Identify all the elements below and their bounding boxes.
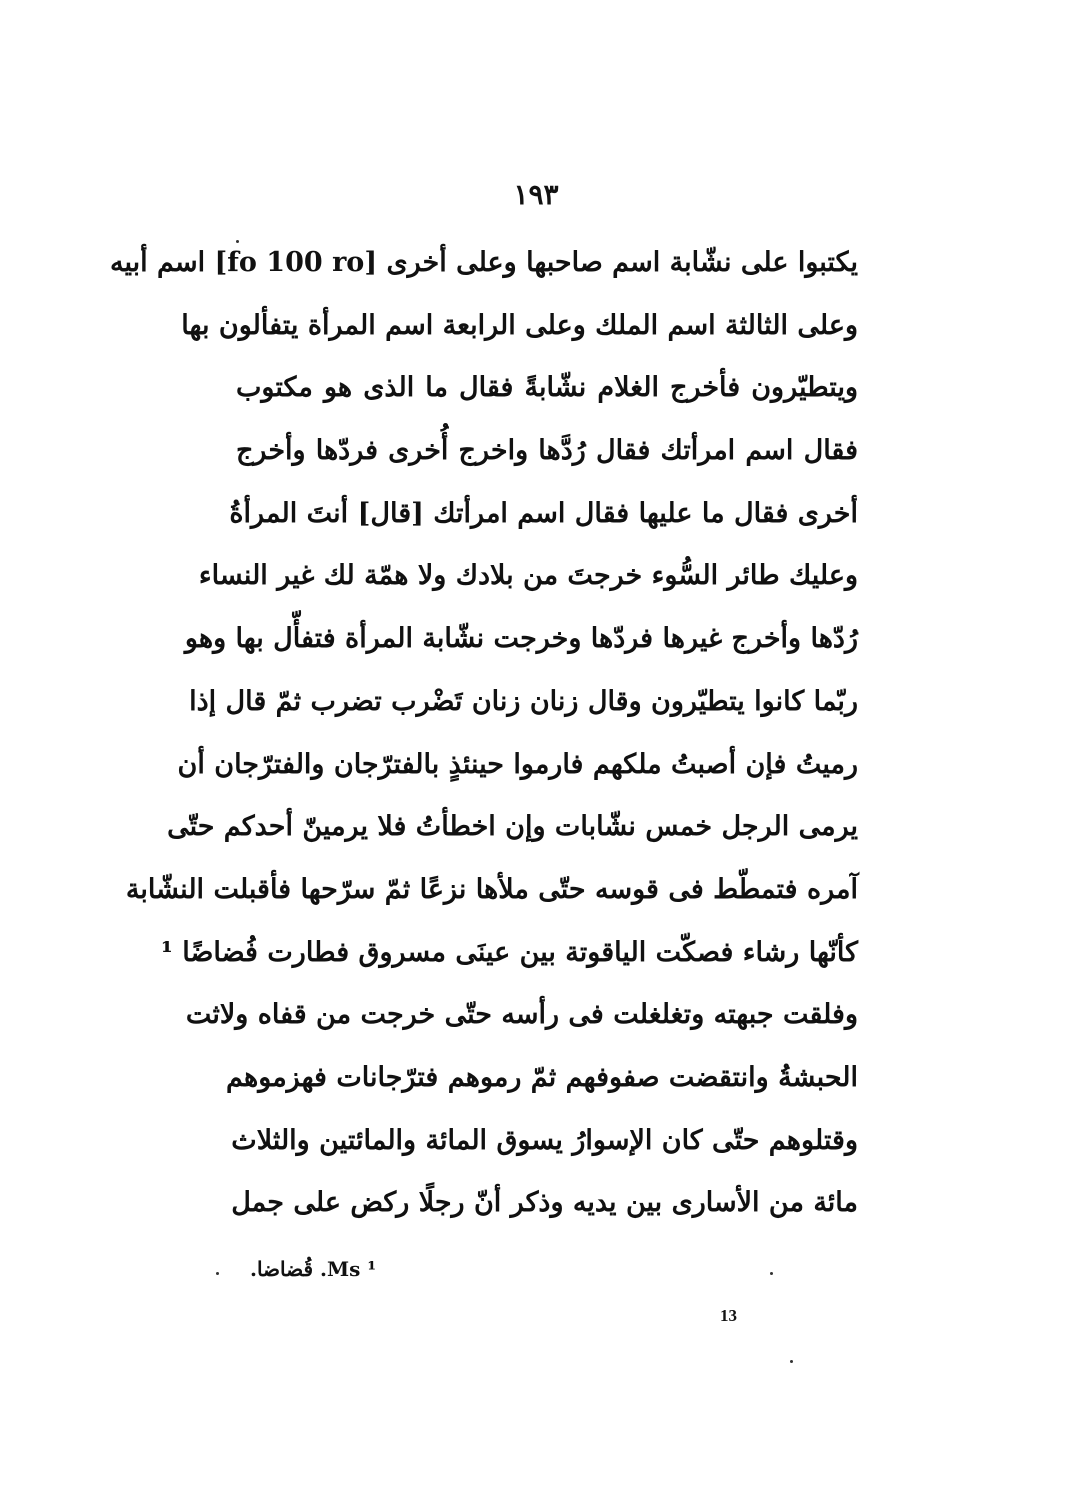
text-line: يرمى الرجل خمس نشّابات وإن اخطأتُ فلا يرمينّ أحدكم حتّى: [167, 811, 858, 843]
text-line: يكتبوا على نشّابة اسم صاحبها وعلى أخرى [fo 100 ro] اسم أبيه: [109, 247, 858, 278]
page-number-arabic: ١٩٣: [513, 178, 559, 211]
text-line: الحبشةُ وانتقضت صفوفهم ثمّ رموهم فترّجانات فهزموهم: [226, 1061, 858, 1093]
page-number-latin: 13: [720, 1306, 737, 1325]
footnote: ¹ Ms. قُضاضا.: [250, 1257, 377, 1281]
text-line: آمره فتمطّط فى قوسه حتّى ملأها نزعًا ثمّ سرّحها فأقبلت النشّابة: [125, 873, 858, 905]
text-line: مائة من الأسارى بين يديه وذكر أنّ رجلًا ركض على جمل: [231, 1187, 858, 1219]
text-line: فقال اسم امرأتك فقال رُدَّها واخرج أُخرى فردّها وأخرج: [236, 435, 858, 467]
text-line: ويتطيّرون فأخرج الغلام نشّابةً فقال ما الذى هو مكتوب: [236, 372, 858, 404]
text-line: رميتُ فإن أصبتُ ملكهم فارموا حينئذٍ بالفترّجان والفترّجان أن: [177, 748, 858, 780]
scan-speck: [236, 240, 239, 243]
scan-speck: [216, 1272, 219, 1275]
text-line: وعلى الثالثة اسم الملك وعلى الرابعة اسم المرأة يتفألون بها: [181, 309, 858, 341]
text-line: وفلقت جبهته وتغلغلت فى رأسه حتّى خرجت من قفاه ولاثت: [185, 999, 858, 1031]
text-line: وقتلوهم حتّى كان الإسوارُ يسوق المائة والمائتين والثلاث: [231, 1124, 858, 1156]
arabic-text-block: [109, 232, 858, 1235]
text-line: وعليك طائر السُّوء خرجتَ من بلادك ولا همّة لك غير النساء: [198, 560, 858, 592]
scan-speck: [790, 1360, 793, 1363]
text-line: ربّما كانوا يتطيّرون وقال زنان زنان تَضْرب تضرب ثمّ قال إذا: [189, 685, 858, 717]
text-line: رُدّها وأخرج غيرها فردّها وخرجت نشّابة المرأة فتفأّل بها وهو: [184, 623, 858, 655]
text-line: أخرى فقال ما عليها فقال اسم امرأتك [قال] أنتَ المرأةُ: [229, 497, 858, 529]
scan-speck: [770, 1272, 773, 1275]
text-line: كأنّها رشاء فصكّت الياقوتة بين عينَى مسروق فطارت فُضاضًا ¹: [161, 936, 858, 968]
